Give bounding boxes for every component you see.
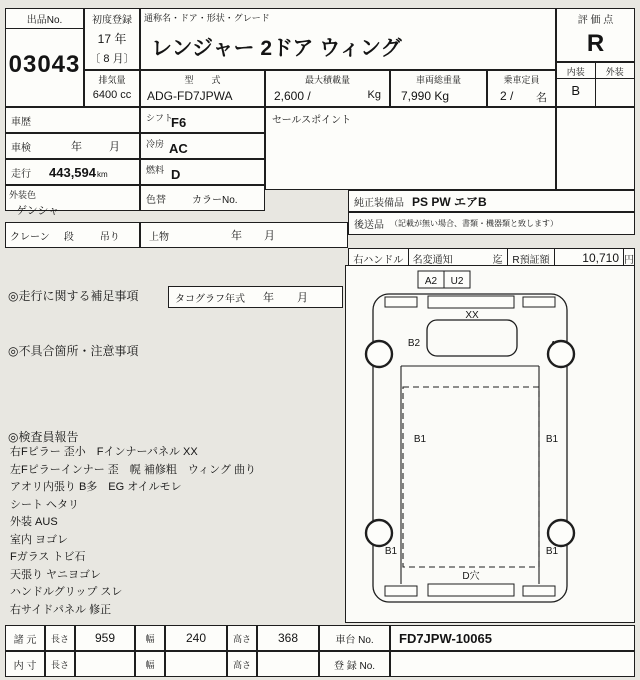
first-registration-year: 17 年: [97, 32, 127, 46]
exterior-label: 外装: [596, 63, 635, 79]
inspector-report-title: ◎検査員報告: [8, 430, 79, 444]
length-label: 長さ: [45, 625, 75, 651]
fuel-value: D: [171, 167, 181, 182]
chassis-no-value: FD7JPW-10065: [390, 625, 635, 651]
sales-point-box: [265, 107, 556, 190]
later-items-label: 後送品: [354, 220, 384, 231]
shaken-row: [5, 133, 140, 159]
inner-width-value: [165, 651, 227, 677]
inspector-report-line: シート ヘタリ: [10, 498, 80, 511]
height-label: 高さ: [227, 625, 257, 651]
capacity-cell: [487, 70, 556, 107]
max-load-unit: Kg: [367, 89, 381, 101]
model-name-value: レンジャー 2ドア ウィング: [151, 37, 402, 60]
code-box-left-label: A2: [424, 276, 438, 287]
exterior-color-label: 外装色: [9, 190, 37, 200]
exhibit-no-label: 出品No.: [6, 9, 83, 29]
tachograph-label: タコグラフ年式: [175, 293, 245, 305]
uwamono-label: 上物: [149, 231, 169, 243]
front-mark-label: XX: [465, 310, 479, 321]
max-load-value: 2,600 /: [274, 89, 311, 103]
crane-tsuri-label: 吊り: [99, 231, 120, 243]
cab-outline: [427, 320, 517, 356]
color-no-label: カラーNo.: [192, 194, 238, 206]
mileage-label: 走行: [11, 168, 31, 180]
gross-weight-label: 車両総重量: [415, 75, 461, 85]
inner-length-value: [75, 651, 135, 677]
displacement-value: 6400 cc: [92, 89, 132, 101]
crane-dan-label: 段: [63, 231, 74, 243]
interior-score: B: [557, 79, 596, 106]
grade-value: R: [586, 30, 605, 57]
model-name-label: 通称名・ドア・形状・グレード: [144, 13, 270, 23]
genuine-equipment-label: 純正装備品: [354, 197, 404, 209]
aircon-cell: [140, 133, 265, 159]
damage-diagram-panel: [345, 265, 635, 623]
displacement-cell: [84, 70, 140, 107]
front-bumper: [428, 296, 514, 308]
interior-label: 内装: [557, 63, 596, 79]
rear-bumper: [428, 584, 514, 596]
gross-weight-value: 7,990 Kg: [401, 89, 450, 103]
capacity-label: 乗車定員: [503, 75, 540, 85]
length-value: 959: [75, 625, 135, 651]
inspector-report-line: ハンドルグリップ スレ: [10, 586, 123, 598]
registration-no-label: 登 録 No.: [319, 651, 390, 677]
genuine-equipment-row: [348, 190, 635, 212]
inspector-report-line: アオリ内張り B多 EG オイルモレ: [10, 481, 182, 493]
inspector-report-list: [10, 444, 340, 619]
model-code-value: ADG-FD7JPWA: [147, 89, 233, 103]
code-box-right-label: U2: [450, 276, 464, 287]
capacity-unit: 名: [536, 92, 547, 104]
empty-right-cell: [556, 107, 635, 190]
first-registration-month: 〔 8 月〕: [89, 53, 135, 65]
first-registration-cell: [84, 8, 140, 70]
inner-length-label: 長さ: [45, 651, 75, 677]
model-code-cell: [140, 70, 265, 107]
tachograph-box: [168, 286, 343, 308]
inspector-report-line: 天張り ヤニヨゴレ: [10, 568, 102, 581]
rear-left-wheel: [366, 520, 392, 546]
gross-weight-cell: [390, 70, 487, 107]
shift-label: シフト: [146, 113, 174, 123]
exhibit-no-value: 03043: [8, 51, 81, 78]
mileage-row: [5, 159, 140, 185]
mileage-unit: km: [97, 170, 108, 179]
yen-label: 円: [624, 254, 634, 266]
genuine-equipment-value: PS PW エアB: [412, 194, 487, 209]
fuel-label: 燃料: [146, 165, 165, 175]
inspector-report-line: 室内 ヨゴレ: [10, 533, 69, 546]
shift-value: F6: [171, 115, 187, 130]
handle-type: 右ハンドル: [349, 249, 409, 267]
exterior-score: [596, 79, 635, 106]
shaken-value: 年 月: [71, 141, 128, 153]
cab-left-mark: B2: [407, 338, 421, 349]
specs-head: 諸 元: [5, 625, 45, 651]
shaken-label: 車検: [11, 142, 31, 154]
inspector-report-line: Fガラス トビ石: [10, 551, 86, 563]
inspector-report-line: 右Fピラー 歪小 Fインナーパネル XX: [10, 446, 198, 458]
rear-right-panel: [523, 586, 555, 596]
exterior-color-row: [5, 185, 140, 217]
front-left-panel: [385, 297, 417, 307]
upper-left-panel-mark: B1: [413, 434, 427, 445]
displacement-label: 排気量: [98, 75, 126, 85]
grade-label: 評 価 点: [577, 15, 614, 26]
crane-label: クレーン: [10, 231, 50, 243]
mileage-value: 443,594: [49, 164, 96, 180]
deposit-value: 10,710: [555, 249, 624, 267]
rear-right-wheel: [548, 520, 574, 546]
inner-height-value: [257, 651, 319, 677]
crane-row: [5, 222, 140, 248]
interior-exterior-cell: [556, 62, 635, 107]
truck-body-outline: [373, 294, 567, 602]
max-load-label: 最大積載量: [304, 75, 350, 85]
lower-left-panel-mark: B1: [384, 546, 398, 557]
lower-right-panel-mark: B1: [545, 546, 559, 557]
inner-dims-head: 内 寸: [5, 651, 45, 677]
first-registration-label: 初度登録: [92, 15, 132, 26]
inspector-report-line: 左Fピラーインナー 歪 幌 補修粗 ウィング 曲り: [10, 463, 257, 476]
shift-cell: [140, 107, 265, 133]
capacity-value: 2 /: [500, 89, 514, 103]
grade-cell: [556, 8, 635, 62]
color-change-label: 色替: [146, 194, 166, 206]
cargo-box-dashed: [403, 387, 539, 567]
later-items-note: （記載が無い場合、書類・機器類と致します）: [390, 219, 558, 228]
chassis-no-label: 車台 No.: [319, 625, 390, 651]
width-value: 240: [165, 625, 227, 651]
floor-hole-mark: D穴: [462, 571, 480, 582]
made-label: 迄: [492, 254, 503, 266]
history-label: 車歴: [11, 116, 31, 128]
tachograph-value: 年 月: [263, 292, 314, 304]
history-row: [5, 107, 140, 133]
model-name-cell: [140, 8, 556, 70]
aircon-value: AC: [169, 141, 188, 156]
deposit-label: R預証額: [508, 249, 556, 267]
defects-title: ◎不具合箇所・注意事項: [8, 344, 139, 358]
max-load-cell: [265, 70, 390, 107]
truck-top-view-diagram: [346, 266, 634, 622]
rear-left-panel: [385, 586, 417, 596]
exterior-color-value: ゲンシャ: [16, 205, 60, 217]
aircon-label: 冷房: [146, 139, 165, 149]
fuel-cell: [140, 159, 265, 185]
inner-height-label: 高さ: [227, 651, 257, 677]
front-right-panel: [523, 297, 555, 307]
color-change-cell: [140, 185, 265, 211]
inner-width-label: 幅: [135, 651, 165, 677]
uwamono-row: [140, 222, 348, 248]
height-value: 368: [257, 625, 319, 651]
registration-no-value: [390, 651, 635, 677]
model-code-label: 型 式: [184, 75, 221, 85]
upper-right-panel-mark: B1: [545, 434, 559, 445]
uwamono-value: 年 月: [231, 230, 275, 242]
front-left-wheel: [366, 341, 392, 367]
inspector-report-line: 右サイドパネル 修正: [10, 603, 112, 616]
mileage-note-title: ◎走行に関する補足事項: [8, 289, 139, 303]
later-items-row: [348, 212, 635, 235]
front-right-wheel: [548, 341, 574, 367]
sales-point-label: セールスポイント: [272, 115, 352, 126]
inspector-report-line: 外装 AUS: [10, 516, 58, 528]
exhibit-no-cell: [5, 8, 84, 107]
width-label: 幅: [135, 625, 165, 651]
name-change-label: 名変通知: [412, 254, 453, 266]
